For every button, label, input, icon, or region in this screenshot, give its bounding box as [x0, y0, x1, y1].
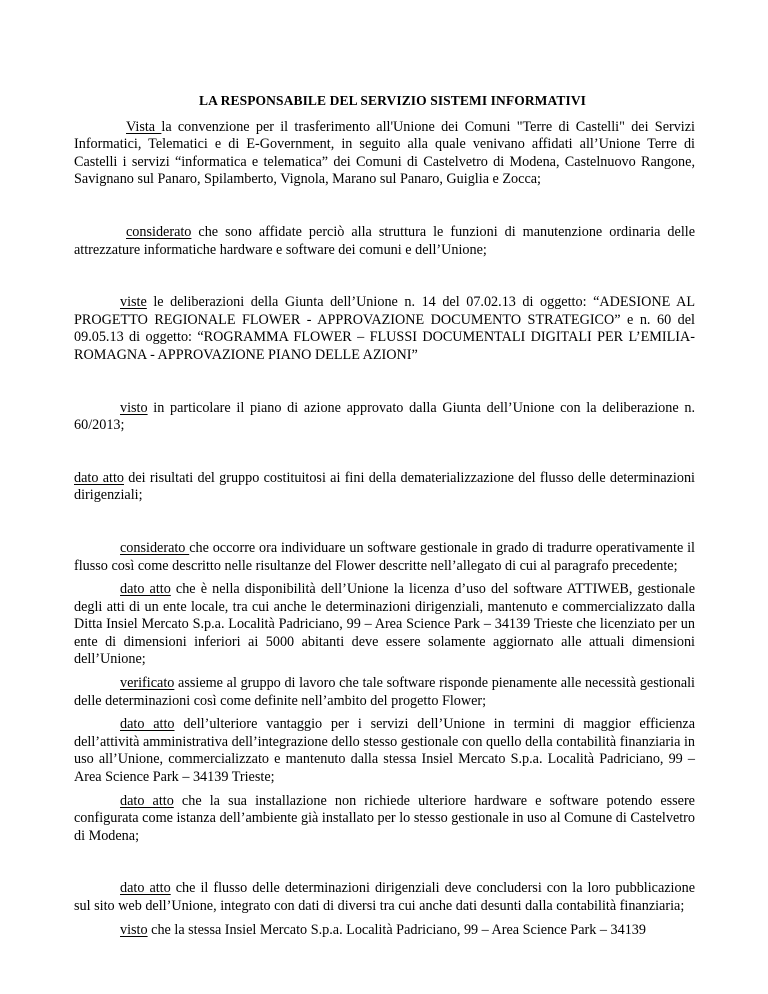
- paragraph-text: che sono affidate perciò alla struttura le funzioni di manutenzione ordinaria delle attrezzature informatiche hardware e software dei comuni e dell’Unione;: [74, 223, 695, 258]
- paragraph-lead: dato atto: [120, 581, 171, 598]
- paragraph-text: assieme al gruppo di lavoro che tale software risponde pienamente alle necessità gestionali delle determinazioni così come definite nell’ambito del progetto Flower;: [74, 675, 695, 709]
- paragraph-lead: viste: [120, 294, 147, 311]
- paragraph-considerato-1: [74, 224, 695, 259]
- paragraph-text: che la stessa Insiel Mercato S.p.a. Località Padriciano, 99 – Area Science Park – 34139: [147, 921, 646, 938]
- paragraph-lead: dato atto: [120, 716, 175, 733]
- paragraph-text: le deliberazioni della Giunta dell’Unione n. 14 del 07.02.13 di oggetto: “ADESIONE AL PROGETTO REGIONALE FLOWER - APPROVAZIONE DOCUMENTO STRATEGICO” e n. 60 del 09.05.13 di oggetto: “ROGRAMMA FLOWER – FLUSSI DOCUMENTALI DIGITALI PER L’EMILIA-ROMAGNA - APPROVAZIONE PIANO DELLE AZIONI”: [74, 294, 695, 363]
- paragraph-considerato-2: [74, 540, 695, 575]
- paragraph-lead: visto: [120, 921, 148, 938]
- paragraph-viste: [74, 294, 695, 364]
- paragraph-dato-atto-1: [74, 470, 695, 505]
- document-title: LA RESPONSABILE DEL SERVIZIO SISTEMI INFORMATIVI: [198, 93, 587, 108]
- paragraph-visto-1: [74, 400, 695, 435]
- paragraph-text: che occorre ora individuare un software gestionale in grado di tradurre operativamente il flusso così come descritto nelle risultanze del Flower descritte nell’allegato di cui al paragrafo precedente;: [74, 539, 695, 574]
- paragraph-lead: considerato: [120, 539, 190, 556]
- paragraph-text: dei risultati del gruppo costituitosi ai fini della dematerializzazione del flusso delle determinazioni dirigenziali;: [74, 469, 696, 504]
- paragraph-dato-atto-2: [74, 581, 695, 669]
- paragraph-lead: Vista: [126, 118, 162, 135]
- paragraph-lead: verificato: [120, 675, 175, 692]
- paragraph-lead: considerato: [126, 223, 192, 240]
- paragraph-verificato: [74, 675, 695, 710]
- paragraph-vista: [74, 119, 695, 189]
- paragraph-text: la convenzione per il trasferimento all'Unione dei Comuni "Terre di Castelli" dei Servizi Informatici, Telematici e di E-Government, in seguito alla quale venivano affidati all’Unione Terre di Castelli i servizi “informatica e telematica” dei Comuni di Castelvetro di Modena, Castelnuovo Rangone, Savignano sul Panaro, Spilamberto, Vignola, Marano sul Panaro, Guiglia e Zocca;: [74, 118, 695, 188]
- paragraph-dato-atto-3: [74, 716, 695, 786]
- paragraph-text: dell’ulteriore vantaggio per i servizi dell’Unione in termini di maggior efficienza dell’attività amministrativa dell’integrazione dello stesso gestionale con quello della contabilità finanziaria in uso all’Unione, commercializzato e mantenuto dalla stessa Insiel Mercato S.p.a. Località Padriciano, 99 – Area Science Park – 34139 Trieste;: [74, 716, 696, 786]
- paragraph-lead: dato atto: [120, 880, 171, 897]
- paragraph-text: in particolare il piano di azione approvato dalla Giunta dell’Unione con la deliberazione n. 60/2013;: [74, 399, 695, 434]
- paragraph-lead: dato atto: [120, 792, 174, 809]
- document-page: [74, 92, 695, 939]
- paragraph-text: che è nella disponibilità dell’Unione la licenza d’uso del software ATTIWEB, gestionale degli atti di un ente locale, tra cui anche le determinazioni dirigenziali, mantenuto e commercializzato dalla Ditta Insiel Mercato S.p.a. Località Padriciano, 99 – Area Science Park – 34139 Trieste che licenziato per un ente di dimensioni inferiori ai 5000 abitanti deve essere solamente aggiornato alle attuali dimensioni dell’Unione;: [74, 581, 695, 668]
- paragraph-dato-atto-4: [74, 793, 695, 846]
- paragraph-visto-2: [74, 922, 695, 940]
- paragraph-text: che il flusso delle determinazioni dirigenziali deve concludersi con la loro pubblicazione sul sito web dell’Unione, integrato con dati di diversi tra cui anche dati desunti dalla contabilità finanziaria;: [74, 880, 695, 914]
- paragraph-dato-atto-5: [74, 880, 695, 915]
- paragraph-lead: visto: [120, 399, 148, 416]
- paragraph-text: che la sua installazione non richiede ulteriore hardware e software potendo essere configurata come istanza dell’ambiente già installato per lo stesso gestionale in uso al Comune di Castelvetro di Modena;: [74, 792, 695, 844]
- paragraph-lead: dato atto: [74, 469, 124, 486]
